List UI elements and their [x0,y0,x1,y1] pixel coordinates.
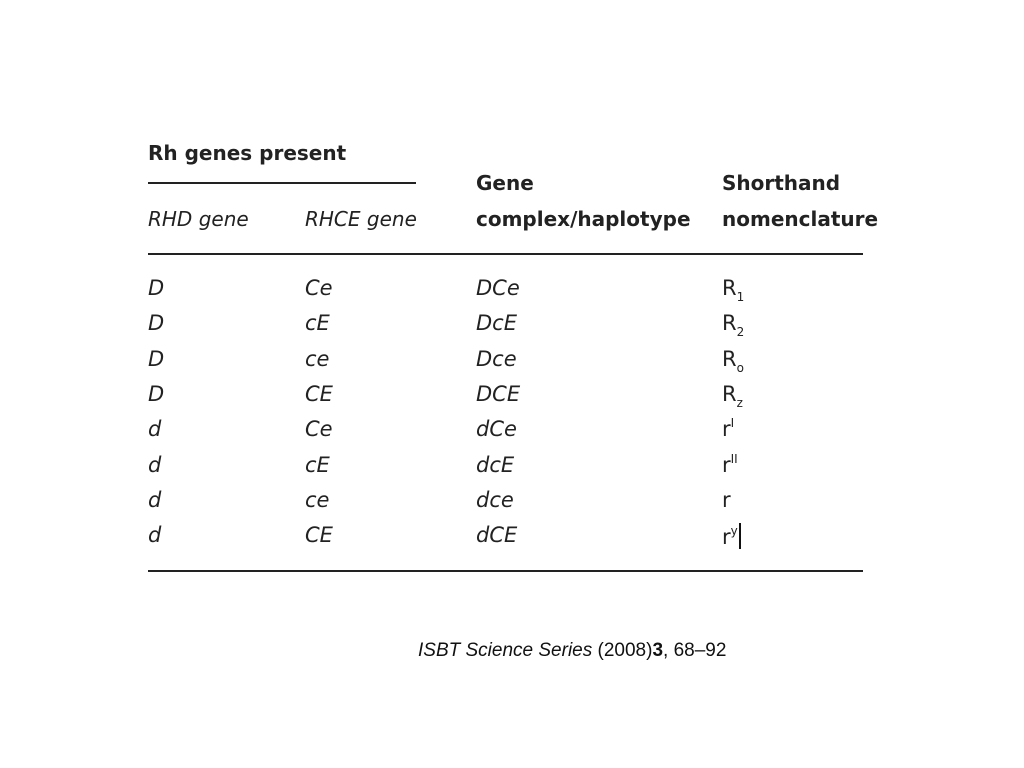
cell-rhce: Ce [305,417,333,441]
cell-shorthand [722,523,741,549]
cell-shorthand [722,311,745,339]
cell-haplotype: dcE [476,453,515,477]
shorthand-superscript: I [730,416,735,430]
shorthand-superscript: II [730,452,738,466]
cell-rhd: D [148,382,165,406]
shorthand-subscript: 2 [736,325,745,339]
col-header-rhd: RHD gene [148,207,249,231]
shorthand-superscript: y [730,524,738,538]
shorthand-base: r [722,417,731,441]
cell-rhd: d [148,523,162,547]
citation-volume: 3 [652,640,664,661]
cell-rhd: d [148,453,162,477]
citation-year: (2008) [592,640,653,661]
cell-haplotype: DCE [476,382,521,406]
shorthand-base: r [722,525,731,549]
cell-rhd: d [148,488,162,512]
shorthand-subscript: z [736,396,743,410]
cell-rhce: Ce [305,276,333,300]
shorthand-base: R [722,311,737,335]
cell-rhce: cE [305,311,330,335]
shorthand-subscript: 1 [736,290,745,304]
cell-rhce: ce [305,488,330,512]
citation-journal: ISBT Science Series [418,640,593,661]
col-header-shorthand-line2: nomenclature [722,207,879,231]
shorthand-base: R [722,347,737,371]
cell-rhd: d [148,417,162,441]
cell-haplotype: dCE [476,523,518,547]
shorthand-base: R [722,276,737,300]
cell-rhd: D [148,276,165,300]
shorthand-base: r [722,488,731,512]
cell-shorthand [722,276,745,304]
cell-haplotype: dCe [476,417,517,441]
cell-haplotype: DcE [476,311,517,335]
col-header-shorthand-line1: Shorthand [722,171,841,195]
cell-shorthand [722,488,731,512]
shorthand-subscript: o [736,361,744,375]
cell-shorthand [722,382,743,410]
cell-shorthand [722,347,744,375]
group-header: Rh genes present [148,141,347,165]
cell-rhd: D [148,311,165,335]
citation-pages: , 68–92 [663,640,727,661]
cell-haplotype: Dce [476,347,517,371]
citation [418,640,726,662]
shorthand-base: R [722,382,737,406]
cell-rhce: cE [305,453,330,477]
group-header-rule [148,182,416,184]
table-bottom-rule [148,570,863,572]
col-header-rhce: RHCE gene [305,207,417,231]
cell-shorthand [722,417,734,441]
cell-rhce: CE [305,523,333,547]
cell-rhce: ce [305,347,330,371]
text-cursor [739,523,741,549]
col-header-gene-line1: Gene [476,171,534,195]
cell-haplotype: DCe [476,276,520,300]
cell-rhce: CE [305,382,333,406]
cell-rhd: D [148,347,165,371]
cell-shorthand [722,453,738,477]
cell-haplotype: dce [476,488,514,512]
col-header-gene-line2: complex/haplotype [476,207,691,231]
shorthand-base: r [722,453,731,477]
header-bottom-rule [148,253,863,255]
